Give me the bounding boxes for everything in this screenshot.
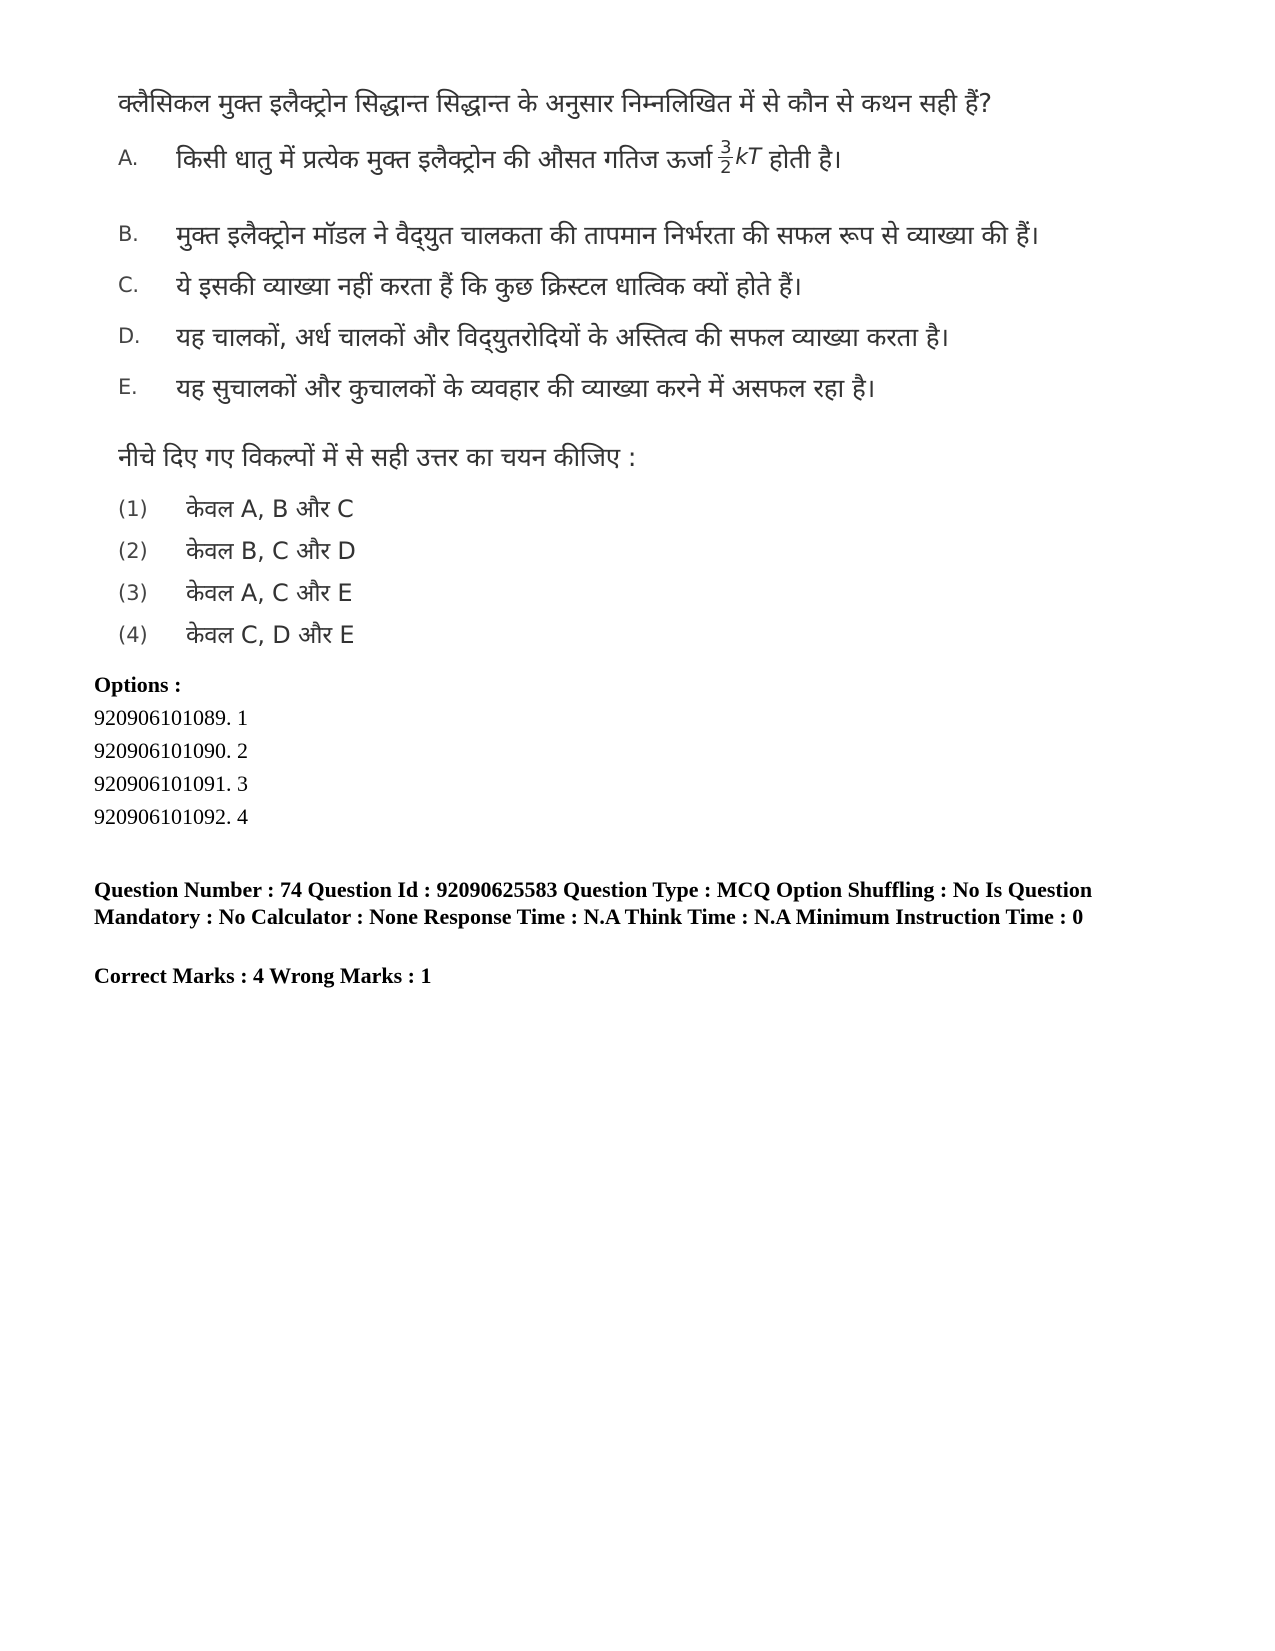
fraction bbox=[718, 138, 733, 177]
statement-c bbox=[118, 267, 802, 303]
choice-3 bbox=[118, 576, 352, 609]
choice-text: केवल A, C और E bbox=[186, 579, 353, 607]
statement-key: B. bbox=[118, 222, 139, 246]
choice-4 bbox=[118, 618, 354, 651]
choice-text: केवल B, C और D bbox=[186, 537, 356, 565]
statement-text: ये इसकी व्याख्या नहीं करता हैं कि कुछ क्रिस्टल धात्विक क्यों होते हैं। bbox=[176, 272, 802, 302]
choice-key: (1) bbox=[118, 496, 148, 521]
question-meta: Question Number : 74 Question Id : 92090625583 Question Type : MCQ Option Shuffling : No Is Question Mandatory : No Calculator : None Response Time : N.A Think Time : N.A Minimum Instruction Time : 0 bbox=[94, 877, 1093, 929]
marks-info: Correct Marks : 4 Wrong Marks : 1 bbox=[94, 963, 432, 988]
choice-text: केवल A, B और C bbox=[186, 495, 354, 523]
option-item-3: 920906101091. 3 bbox=[94, 771, 248, 796]
statement-d bbox=[118, 318, 949, 354]
option-item-2: 920906101090. 2 bbox=[94, 738, 248, 763]
choice-key: (4) bbox=[118, 622, 148, 647]
statement-key: D. bbox=[118, 324, 141, 348]
option-item-4: 920906101092. 4 bbox=[94, 804, 248, 829]
statement-text: यह सुचालकों और कुचालकों के व्यवहार की व्याख्या करने में असफल रहा है। bbox=[176, 374, 876, 404]
options-heading: Options : bbox=[94, 672, 182, 697]
statement-text: किसी धातु में प्रत्येक मुक्त इलैक्ट्रोन की औसत गतिज ऊर्जा bbox=[176, 144, 713, 175]
statement-e bbox=[118, 369, 875, 405]
statement-key: E. bbox=[118, 375, 138, 399]
statement-a bbox=[118, 138, 841, 177]
kt-term: kT bbox=[735, 145, 761, 170]
statement-text-after: होती है। bbox=[768, 144, 842, 175]
choice-key: (3) bbox=[118, 580, 148, 605]
choice-key: (2) bbox=[118, 538, 148, 563]
choice-2 bbox=[118, 534, 356, 567]
choice-text: केवल C, D और E bbox=[186, 621, 355, 649]
statement-text: यह चालकों, अर्ध चालकों और विद्‌युतरोदियों के अस्तित्व की सफल व्याख्या करता है। bbox=[176, 323, 949, 353]
statement-b bbox=[118, 216, 1039, 252]
fraction-numerator: 3 bbox=[720, 137, 732, 158]
choice-prompt: नीचे दिए गए विकल्पों में से सही उत्तर का चयन कीजिए : bbox=[118, 443, 637, 473]
statement-key: A. bbox=[118, 145, 139, 170]
statement-text: मुक्त इलैक्ट्रोन मॉडल ने वैद्‌युत चालकता की तापमान निर्भरता की सफल रूप से व्याख्या की हैं। bbox=[176, 221, 1039, 251]
choice-1 bbox=[118, 492, 354, 525]
statement-key: C. bbox=[118, 273, 139, 297]
fraction-denominator: 2 bbox=[720, 157, 732, 178]
option-item-1: 920906101089. 1 bbox=[94, 705, 248, 730]
question-title: क्लैसिकल मुक्त इलैक्ट्रोन सिद्धान्त सिद्धान्त के अनुसार निम्नलिखित में से कौन से कथन सही हैं? bbox=[118, 89, 992, 119]
